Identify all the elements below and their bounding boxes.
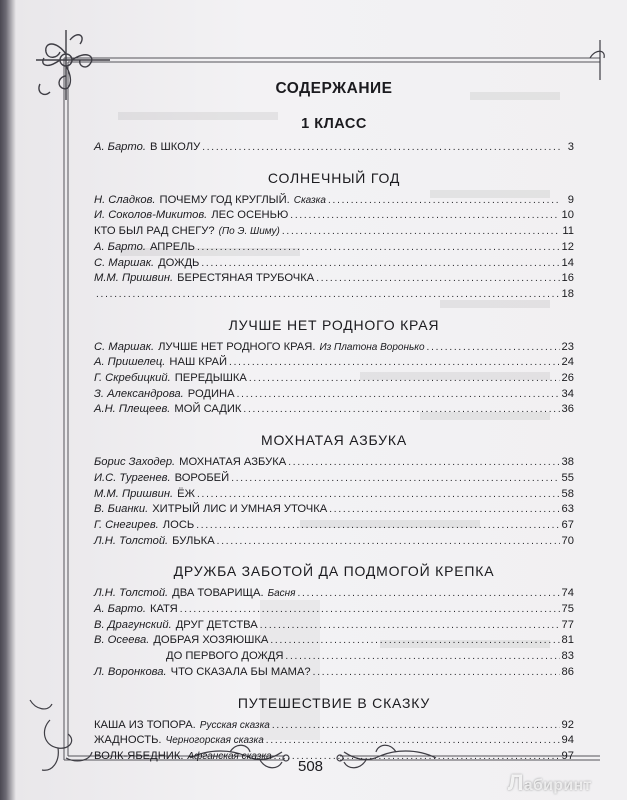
entry-title: ЧТО СКАЗАЛА БЫ МАМА? [170, 665, 311, 678]
entry-page: 14 [561, 256, 574, 269]
entry-page: 38 [561, 456, 574, 469]
entry-title: ДВА ТОВАРИЩА. [172, 587, 264, 600]
dot-leader [96, 287, 560, 303]
watermark [508, 770, 592, 796]
entry-title: КАША ИЗ ТОПОРА. [94, 718, 196, 731]
dot-leader [217, 534, 560, 550]
entry-page: 75 [561, 603, 574, 616]
toc-entry[interactable] [94, 586, 574, 602]
section-entries [94, 193, 574, 303]
entry-note: Басня [267, 588, 296, 600]
dot-leader [197, 487, 560, 503]
section-title: ЛУЧШЕ НЕТ РОДНОГО КРАЯ [228, 316, 440, 333]
entry-author: Л.Н. Толстой. [94, 534, 169, 547]
entry-page: 67 [561, 518, 574, 531]
dot-leader [427, 340, 560, 356]
entry-page: 58 [561, 487, 574, 500]
toc-title: СОДЕРЖАНИЕ [275, 80, 393, 97]
toc-entry[interactable] [94, 718, 574, 734]
dot-leader [196, 518, 559, 534]
entry-title: ПЕРЕДЫШКА [174, 372, 247, 385]
entry-author: В. Драгунский. [94, 618, 172, 631]
entry-note: (По Э. Шиму) [218, 226, 280, 238]
entry-author: Г. Снегирев. [94, 518, 159, 531]
toc-entry[interactable] [94, 455, 574, 471]
toc-entry[interactable] [94, 340, 574, 356]
entry-page: 94 [561, 734, 574, 747]
toc-entry[interactable] [94, 256, 574, 272]
entry-title: ЛЕС ОСЕНЬЮ [211, 209, 289, 222]
entry-author: С. Маршак. [94, 340, 155, 353]
section-title: МОХНАТАЯ АЗБУКА [261, 432, 407, 449]
entry-title: ДО ПЕРВОГО ДОЖДЯ [166, 650, 284, 663]
entry-page: 92 [561, 718, 574, 731]
section-title: СОЛНЕЧНЫЙ ГОД [267, 169, 401, 186]
entry-author: И.С. Тургенев. [94, 471, 171, 484]
dot-leader [231, 471, 559, 487]
entry-title: ДРУГ ДЕТСТВА [175, 618, 258, 631]
entry-page: 11 [562, 225, 574, 238]
entry-author: Н. Сладков. [94, 193, 156, 206]
entry-page: 81 [561, 634, 574, 647]
entry-author: А. Пришелец. [94, 356, 166, 369]
entry-author: А. Барто. [94, 141, 146, 153]
entry-title: ДОЖДЬ [158, 256, 200, 269]
toc-entry[interactable] [94, 487, 574, 503]
toc-entry[interactable] [94, 193, 574, 209]
entry-page: 3 [567, 141, 574, 153]
entry-page: 55 [561, 471, 574, 484]
entry-page: 86 [561, 665, 574, 678]
dot-leader [290, 208, 559, 224]
dot-leader [288, 455, 559, 471]
toc-entry[interactable] [94, 534, 574, 550]
toc-entry[interactable] [94, 502, 574, 518]
entry-title: МОЙ САДИК [174, 403, 242, 416]
entry-page: 97 [561, 749, 574, 762]
dot-leader [249, 371, 560, 387]
entry-author: А. Барто. [94, 603, 146, 616]
entry-title: КТО БЫЛ РАД СНЕГУ? [94, 225, 215, 238]
section-title: ДРУЖБА ЗАБОТОЙ ДА ПОДМОГОЙ КРЕПКА [173, 563, 495, 580]
toc-entry[interactable] [94, 271, 574, 287]
top-entries [94, 140, 574, 156]
dot-leader [237, 387, 560, 403]
dot-leader [197, 240, 560, 256]
entry-page: 70 [561, 534, 574, 547]
dot-leader [297, 586, 559, 602]
dot-leader [270, 633, 559, 649]
entry-page: 74 [561, 587, 574, 600]
toc-entry[interactable] [94, 602, 574, 618]
entry-page: 34 [561, 387, 574, 400]
entry-author: Л. Воронкова. [94, 665, 167, 678]
toc-entry[interactable] [94, 355, 574, 371]
dot-leader [316, 271, 559, 287]
watermark-text: абиринт [523, 777, 592, 794]
entry-page: 83 [561, 650, 574, 663]
corner-ornament-top-right-icon [590, 40, 604, 80]
entry-author: А.Н. Плещеев. [94, 403, 171, 416]
entry-note: Афганская сказка [187, 750, 272, 762]
entry-title: ЛУЧШЕ НЕТ РОДНОГО КРАЯ. [158, 340, 316, 353]
entry-page: 36 [561, 403, 574, 416]
toc-entry[interactable] [94, 208, 574, 224]
entry-title: ХИТРЫЙ ЛИС И УМНАЯ УТОЧКА [152, 503, 328, 516]
class-title: 1 КЛАСС [301, 116, 367, 132]
entry-author: В. Бианки. [94, 503, 149, 516]
section-entries [94, 586, 574, 680]
entry-author: Л.Н. Толстой. [94, 587, 169, 600]
toc-entry[interactable] [94, 402, 574, 418]
dot-leader [202, 140, 560, 156]
entry-title: В ШКОЛУ [149, 141, 201, 153]
toc-entry[interactable] [94, 618, 574, 634]
entry-page: 18 [561, 287, 574, 300]
corner-ornament-bottom-left-icon [30, 700, 92, 770]
toc-entry[interactable] [94, 665, 574, 681]
toc-entry-overflow[interactable] [94, 287, 574, 303]
entry-title: БУЛЬКА [172, 534, 215, 547]
dot-leader [285, 649, 559, 665]
dot-leader [243, 402, 559, 418]
entry-note: Сказка [293, 194, 326, 206]
entry-author: Г. Скребицкий. [94, 372, 171, 385]
toc-entry[interactable] [94, 387, 574, 403]
entry-page: 9 [567, 193, 574, 206]
section-entries [94, 340, 574, 419]
entry-title: АПРЕЛЬ [149, 240, 195, 253]
entry-page: 63 [561, 503, 574, 516]
table-of-contents [94, 80, 574, 765]
entry-author: Борис Заходер. [94, 456, 176, 469]
dot-leader [313, 665, 560, 681]
entry-title: РОДИНА [187, 387, 235, 400]
entry-author: А. Барто. [94, 240, 146, 253]
dot-leader [180, 602, 560, 618]
entry-page: 77 [561, 618, 574, 631]
labyrinth-logo-icon: Л [508, 770, 524, 795]
entry-page: 24 [561, 356, 574, 369]
entry-title: НАШ КРАЙ [169, 356, 228, 369]
dot-leader [282, 224, 560, 240]
entry-title: ЁЖ [177, 487, 195, 500]
entry-title: ЖАДНОСТЬ. [94, 734, 162, 747]
dot-leader [329, 502, 559, 518]
entry-title: ПОЧЕМУ ГОД КРУГЛЫЙ. [159, 193, 290, 206]
entry-page: 26 [561, 372, 574, 385]
entry-author: М.М. Пришвин. [94, 487, 174, 500]
toc-entry[interactable] [94, 140, 574, 156]
entry-page: 23 [561, 340, 574, 353]
dot-leader [229, 355, 560, 371]
toc-entry[interactable] [94, 633, 574, 649]
entry-page: 10 [561, 209, 574, 222]
toc-entry[interactable] [94, 224, 574, 240]
section-title: ПУТЕШЕСТВИЕ В СКАЗКУ [237, 694, 431, 711]
entry-note: Русская сказка [199, 719, 270, 731]
dot-leader [201, 256, 559, 272]
entry-page: 12 [561, 240, 574, 253]
toc-entry[interactable] [94, 749, 574, 765]
entry-title: КАТЯ [149, 603, 178, 616]
entry-page: 16 [561, 272, 574, 285]
section-entries [94, 455, 574, 549]
entry-title: БЕРЕСТЯНАЯ ТРУБОЧКА [177, 272, 315, 285]
entry-author: В. Осеева. [94, 634, 150, 647]
toc-entry[interactable] [94, 371, 574, 387]
dot-leader [260, 618, 560, 634]
dot-leader [328, 193, 560, 209]
entry-title: ЛОСЬ [162, 518, 195, 531]
page-number: 508 [298, 758, 324, 775]
entry-author: З. Александрова. [94, 387, 184, 400]
entry-author: С. Маршак. [94, 256, 155, 269]
toc-entry[interactable] [94, 240, 574, 256]
entry-title: ВОРОБЕЙ [174, 471, 230, 484]
toc-entry[interactable] [94, 471, 574, 487]
entry-title: МОХНАТАЯ АЗБУКА [179, 456, 287, 469]
dot-leader [272, 718, 560, 734]
dot-leader [266, 733, 560, 749]
toc-entry[interactable] [94, 649, 574, 665]
entry-author: М.М. Пришвин. [94, 272, 174, 285]
section-entries [94, 718, 574, 765]
entry-title: ДОБРАЯ ХОЗЯЮШКА [153, 634, 269, 647]
entry-note: Из Платона Воронько [319, 341, 425, 353]
entry-author: И. Соколов-Микитов. [94, 209, 208, 222]
toc-entry[interactable] [94, 733, 574, 749]
entry-title: ВОЛК-ЯБЕДНИК. [94, 749, 184, 762]
toc-entry[interactable] [94, 518, 574, 534]
entry-note: Черногорская сказка [165, 735, 264, 747]
